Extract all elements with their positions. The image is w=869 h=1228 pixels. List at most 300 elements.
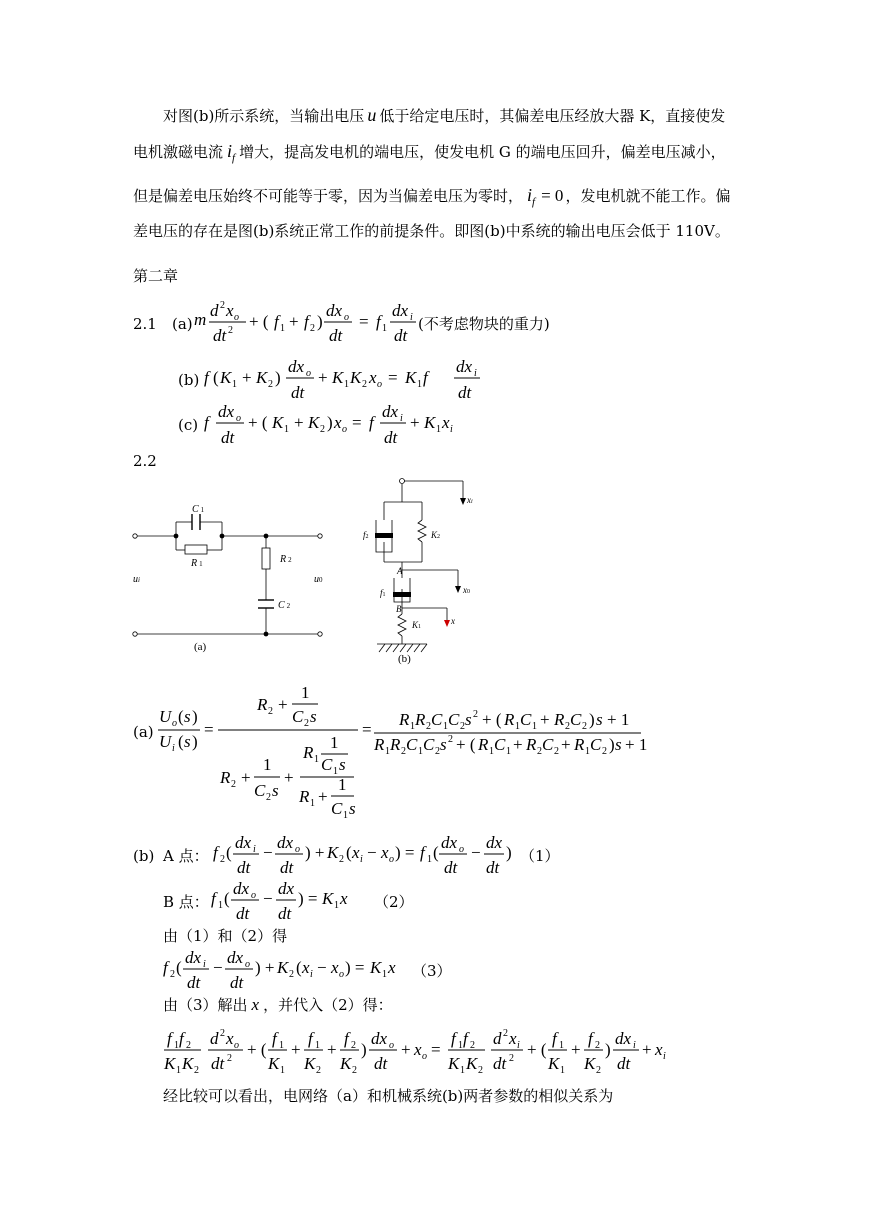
svg-text:f: f [213, 843, 218, 862]
svg-text:f: f [376, 312, 381, 331]
svg-text:C: C [431, 710, 443, 729]
svg-text:K: K [327, 843, 339, 862]
subscript: 1 [418, 624, 422, 630]
svg-text:f: f [308, 1029, 313, 1048]
svg-text:C: C [520, 710, 532, 729]
text-fragment: 增大，提高发电机的端电压，使发电机 G 的端电压回升，偏差电压减小， [239, 143, 726, 161]
equals-zero: = 0 [541, 186, 564, 205]
subscript: 1 [382, 592, 386, 598]
svg-text:(: ( [433, 843, 439, 862]
svg-text:): ) [361, 1040, 367, 1059]
svg-text:s: s [596, 710, 603, 729]
svg-text:dt: dt [329, 326, 343, 345]
mechanical-diagram-b [355, 472, 495, 670]
svg-text:): ) [609, 735, 615, 754]
svg-text:ui [133, 574, 140, 585]
svg-text:f: f [451, 1029, 456, 1048]
svg-text:s: s [272, 781, 279, 800]
label-R: R [191, 558, 198, 569]
svg-text:+: + [291, 1040, 301, 1059]
svg-text:K: K [182, 1054, 194, 1073]
svg-text:dx: dx [392, 301, 409, 320]
svg-text:o: o [344, 312, 349, 323]
svg-text:2: 2 [435, 746, 440, 757]
svg-text:f: f [304, 312, 309, 331]
svg-text:x: x [352, 843, 360, 862]
svg-text:i: i [400, 413, 403, 424]
conclusion-text: 经比较可以看出，电网络（a）和机械系统(b)两者参数的相似关系为 [163, 1087, 614, 1105]
svg-text:K2 [430, 530, 440, 540]
svg-text:o: o [339, 969, 344, 980]
svg-text:C: C [423, 735, 435, 754]
svg-text:s: s [339, 755, 346, 774]
symbol-x: x [251, 995, 260, 1014]
svg-text:K: K [424, 413, 436, 432]
svg-text:x: x [226, 301, 234, 320]
svg-text:(: ( [224, 889, 230, 908]
svg-text:1: 1 [314, 754, 319, 765]
svg-text:1: 1 [338, 775, 347, 794]
svg-text:R: R [574, 735, 585, 754]
svg-text:C: C [321, 755, 333, 774]
svg-text:1: 1 [315, 1040, 320, 1051]
label-K: K [412, 620, 419, 630]
svg-text:) +: ) + [255, 958, 275, 977]
eq-a-label: (a) [172, 315, 193, 333]
svg-text:): ) [327, 413, 333, 432]
svg-text:x0 [462, 585, 470, 595]
svg-text:K: K [370, 958, 382, 977]
text-fragment: 由（3）解出 [163, 996, 248, 1014]
svg-text:1: 1 [344, 379, 349, 390]
svg-text:i: i [663, 1051, 666, 1062]
svg-text:dx: dx [233, 879, 250, 898]
svg-text:i: i [253, 844, 256, 855]
svg-text:2: 2 [266, 792, 271, 803]
svg-text:f: f [274, 312, 279, 331]
svg-text:dt: dt [236, 904, 250, 923]
svg-text:m: m [194, 310, 207, 329]
svg-text:(: ( [296, 958, 302, 977]
svg-text:x: x [369, 368, 377, 387]
svg-text:): ) [589, 710, 595, 729]
svg-text:): ) [192, 707, 198, 726]
svg-text:dt: dt [617, 1054, 631, 1073]
svg-text:2: 2 [470, 1040, 475, 1051]
svg-text:R: R [303, 743, 314, 762]
svg-text:x: x [331, 958, 339, 977]
svg-text:x: x [414, 1040, 422, 1059]
svg-text:o: o [389, 854, 394, 865]
svg-text:+: + [284, 768, 294, 787]
svg-text:R: R [504, 710, 515, 729]
svg-text:+: + [327, 1040, 337, 1059]
svg-text:R: R [554, 710, 565, 729]
subscript: 0 [319, 576, 323, 584]
svg-text:−: − [213, 958, 223, 977]
symbol-i: i [227, 141, 233, 161]
svg-text:K: K [256, 368, 268, 387]
svg-text:=: = [431, 1040, 441, 1059]
svg-text:x: x [509, 1029, 517, 1048]
svg-text:2: 2 [194, 1065, 199, 1076]
text-fragment: 低于给定电压时，其偏差电压经放大器 K，直接使发 [379, 107, 726, 125]
label-f: f [363, 530, 366, 540]
svg-text:s: s [310, 707, 317, 726]
svg-text:+: + [401, 1040, 411, 1059]
svg-text:K: K [277, 958, 289, 977]
text-solve [163, 995, 393, 1015]
svg-text:+ (: + ( [249, 312, 269, 331]
equation-final [163, 1024, 673, 1080]
svg-text:2: 2 [220, 1028, 225, 1039]
svg-text:dt: dt [486, 858, 500, 877]
equation-1 [213, 830, 513, 882]
svg-text:−: − [471, 843, 481, 862]
svg-text:2: 2 [595, 1040, 600, 1051]
text-from-1-and-2: 由（1）和（2）得 [163, 927, 288, 945]
svg-text:=: = [359, 312, 369, 331]
svg-text:x: x [226, 1029, 234, 1048]
point-b-label: B 点： [163, 893, 209, 911]
subscript: 2 [437, 534, 441, 540]
svg-text:o: o [245, 959, 250, 970]
svg-text:o: o [172, 718, 177, 729]
svg-text:f1 [380, 588, 386, 598]
svg-text:1: 1 [330, 733, 339, 752]
svg-text:x: x [302, 958, 310, 977]
svg-text:2: 2 [351, 1040, 356, 1051]
svg-text:dt: dt [211, 1054, 225, 1073]
svg-text:(: ( [346, 843, 352, 862]
label-x: x [463, 585, 467, 595]
svg-text:2: 2 [565, 721, 570, 732]
svg-text:2: 2 [460, 721, 465, 732]
subscript: 2 [286, 602, 291, 610]
svg-text:) =: ) = [345, 958, 365, 977]
subscript: 2 [365, 534, 369, 540]
equation-1-tag: （1） [520, 847, 560, 865]
svg-text:+: + [642, 1040, 652, 1059]
svg-text:f: f [272, 1029, 277, 1048]
svg-text:U: U [159, 732, 172, 751]
label-x: x [451, 616, 455, 626]
svg-text:2: 2 [602, 746, 607, 757]
svg-text:x: x [381, 843, 389, 862]
svg-text:1: 1 [333, 766, 338, 777]
svg-text:+: + [294, 413, 304, 432]
svg-text:f: f [423, 368, 428, 387]
svg-text:dt: dt [444, 858, 458, 877]
svg-text:R: R [399, 710, 410, 729]
svg-text:): ) [317, 312, 323, 331]
svg-text:x: x [655, 1040, 663, 1059]
text-fragment: ，并代入（2）得： [263, 996, 393, 1014]
svg-text:2: 2 [426, 721, 431, 732]
svg-text:i: i [410, 312, 413, 323]
text-fragment: 对图(b)所示系统，当输出电压 [163, 107, 365, 125]
figure-a-caption: (a) [194, 641, 207, 653]
subscript: 1 [200, 506, 205, 514]
svg-text:1: 1 [280, 323, 285, 334]
svg-text:o: o [236, 413, 241, 424]
svg-text:+: + [410, 413, 420, 432]
svg-text:dt: dt [230, 973, 244, 992]
svg-text:−: − [367, 843, 377, 862]
svg-text:+ (: + ( [248, 413, 268, 432]
subscript: 2 [288, 556, 292, 564]
svg-text:dx: dx [218, 402, 235, 421]
svg-text:o: o [459, 844, 464, 855]
svg-text:1: 1 [515, 721, 520, 732]
svg-text:dx: dx [456, 357, 473, 376]
svg-text:=: = [362, 720, 372, 739]
svg-text:f: f [369, 413, 374, 432]
svg-text:=: = [352, 413, 362, 432]
svg-text:dx: dx [235, 833, 252, 852]
svg-text:dx: dx [382, 402, 399, 421]
svg-text:o: o [377, 379, 382, 390]
svg-text:=: = [388, 368, 398, 387]
svg-text:i: i [360, 854, 363, 865]
svg-text:dt: dt [291, 383, 305, 402]
svg-text:s: s [184, 707, 191, 726]
paragraph-line-4: 差电压的存在是图(b)系统正常工作的前提条件。即图(b)中系统的输出电压会低于 110V。 [133, 222, 730, 240]
svg-text:dt: dt [237, 858, 251, 877]
svg-text:2: 2 [310, 323, 315, 334]
svg-text:C: C [292, 707, 304, 726]
svg-text:1: 1 [334, 900, 339, 911]
svg-text:x: x [388, 958, 396, 977]
svg-text:d: d [210, 1029, 219, 1048]
svg-text:1: 1 [218, 900, 223, 911]
label-B: B [396, 604, 402, 614]
svg-text:1: 1 [301, 683, 310, 702]
svg-text:2: 2 [352, 1065, 357, 1076]
svg-text:dt: dt [278, 904, 292, 923]
svg-text:U: U [159, 707, 172, 726]
svg-text:C: C [331, 799, 343, 818]
svg-text:1: 1 [427, 854, 432, 865]
svg-text:2: 2 [478, 1065, 483, 1076]
paragraph-line-2 [133, 141, 726, 168]
svg-text:x: x [340, 889, 348, 908]
equation-2-1-c [204, 398, 464, 454]
svg-text:+: + [278, 695, 288, 714]
svg-text:K: K [350, 368, 362, 387]
svg-text:2: 2 [320, 424, 325, 435]
equation-3 [163, 945, 403, 997]
chapter-title: 第二章 [133, 267, 179, 285]
svg-text:d: d [210, 301, 219, 320]
svg-text:2: 2 [289, 969, 294, 980]
equation-3-tag: （3） [412, 962, 452, 980]
svg-text:i: i [450, 424, 453, 435]
svg-text:2: 2 [220, 854, 225, 865]
paragraph-line-1 [163, 105, 725, 126]
svg-text:2: 2 [170, 969, 175, 980]
svg-text:dt: dt [493, 1054, 507, 1073]
svg-text:dx: dx [371, 1029, 388, 1048]
svg-text:i: i [474, 368, 477, 379]
svg-text:C: C [542, 735, 554, 754]
transfer-function-equation [156, 680, 656, 825]
svg-text:f: f [211, 889, 216, 908]
svg-text:o: o [251, 890, 256, 901]
svg-text:dx: dx [278, 879, 295, 898]
label-R: R [280, 554, 287, 565]
svg-text:1: 1 [417, 379, 422, 390]
eq-c-label: (c) [178, 416, 199, 434]
svg-text:C1 [192, 504, 205, 515]
svg-text:K: K [220, 368, 232, 387]
svg-text:C: C [590, 735, 602, 754]
section-number-2-1: 2.1 [133, 315, 157, 333]
svg-text:+: + [561, 735, 571, 754]
svg-text:1: 1 [418, 746, 423, 757]
svg-text:1: 1 [280, 1065, 285, 1076]
svg-text:1: 1 [460, 1065, 465, 1076]
svg-text:2: 2 [304, 718, 309, 729]
part-a-label: (a) [133, 723, 154, 741]
svg-text:+: + [540, 710, 550, 729]
svg-text:R: R [257, 695, 268, 714]
svg-text:dx: dx [441, 833, 458, 852]
svg-text:2: 2 [186, 1040, 191, 1051]
svg-text:): ) [506, 843, 512, 862]
svg-text:+: + [318, 368, 328, 387]
svg-text:2: 2 [554, 746, 559, 757]
svg-text:+: + [318, 787, 328, 806]
svg-text:1: 1 [532, 721, 537, 732]
point-a-label: A 点： [163, 847, 209, 865]
svg-text:−: − [263, 843, 273, 862]
svg-text:s: s [184, 732, 191, 751]
symbol-f: f [232, 152, 236, 164]
svg-text:1: 1 [176, 1065, 181, 1076]
svg-text:K: K [322, 889, 334, 908]
label-C: C [192, 504, 199, 515]
svg-text:dx: dx [486, 833, 503, 852]
label-u: u [133, 574, 138, 585]
svg-text:C: C [254, 781, 266, 800]
svg-text:2: 2 [231, 779, 236, 790]
svg-text:1: 1 [310, 798, 315, 809]
equation-2 [211, 876, 351, 928]
svg-text:+ (: + ( [527, 1040, 547, 1059]
svg-text:1: 1 [382, 969, 387, 980]
svg-text:i: i [633, 1040, 636, 1051]
svg-text:C: C [494, 735, 506, 754]
svg-text:K: K [340, 1054, 352, 1073]
svg-text:dx: dx [277, 833, 294, 852]
svg-text:R1 [190, 558, 203, 569]
svg-text:d: d [493, 1029, 502, 1048]
svg-text:dt: dt [221, 428, 235, 447]
svg-text:dt: dt [374, 1054, 388, 1073]
svg-text:K: K [308, 413, 320, 432]
svg-text:f: f [420, 843, 425, 862]
svg-text:) +: ) + [305, 843, 325, 862]
svg-text:+ (: + ( [456, 735, 476, 754]
svg-text:f: f [204, 413, 209, 432]
svg-text:dx: dx [227, 948, 244, 967]
svg-text:i: i [172, 743, 175, 754]
svg-text:2: 2 [448, 734, 453, 745]
svg-text:dx: dx [615, 1029, 632, 1048]
svg-text:C: C [448, 710, 460, 729]
svg-text:R: R [415, 710, 426, 729]
svg-text:u0 [314, 574, 323, 585]
svg-text:R2 [279, 554, 292, 565]
svg-text:+ 1: + 1 [625, 735, 648, 754]
svg-text:dt: dt [394, 326, 408, 345]
svg-text:x: x [442, 413, 450, 432]
subscript: i [471, 499, 473, 505]
svg-text:K: K [268, 1054, 280, 1073]
svg-text:R: R [390, 735, 401, 754]
svg-text:): ) [275, 368, 281, 387]
svg-text:1: 1 [343, 810, 348, 821]
svg-text:C: C [570, 710, 582, 729]
label-C: C [278, 600, 285, 611]
svg-text:C2 [278, 600, 291, 611]
svg-text:1: 1 [560, 1065, 565, 1076]
svg-text:1: 1 [436, 424, 441, 435]
svg-text:2: 2 [268, 379, 273, 390]
svg-text:2: 2 [596, 1065, 601, 1076]
label-K: K [431, 530, 438, 540]
svg-text:o: o [295, 844, 300, 855]
svg-text:1: 1 [489, 746, 494, 757]
svg-text:1: 1 [458, 1040, 463, 1051]
svg-text:R: R [299, 787, 310, 806]
label-f: f [380, 588, 383, 598]
svg-text:R: R [374, 735, 385, 754]
svg-text:dt: dt [458, 383, 472, 402]
svg-text:K: K [466, 1054, 478, 1073]
svg-text:(: ( [178, 707, 184, 726]
svg-text:2: 2 [473, 709, 478, 720]
svg-text:2: 2 [362, 379, 367, 390]
svg-text:): ) [192, 732, 198, 751]
svg-text:dt: dt [280, 858, 294, 877]
svg-text:+: + [242, 368, 252, 387]
part-b-label: (b) [133, 847, 155, 865]
svg-text:i: i [203, 959, 206, 970]
label-A: A [397, 566, 403, 576]
svg-text:K: K [548, 1054, 560, 1073]
svg-text:o: o [342, 424, 347, 435]
svg-text:2: 2 [509, 1053, 514, 1064]
svg-text:1: 1 [174, 1040, 179, 1051]
svg-text:K: K [332, 368, 344, 387]
svg-text:2: 2 [537, 746, 542, 757]
text-fragment: 但是偏差电压始终不可能等于零，因为当偏差电压为零时， [133, 187, 524, 205]
subscript: 0 [467, 589, 470, 595]
section-number-2-2: 2.2 [133, 452, 157, 470]
svg-text:R: R [526, 735, 537, 754]
svg-text:K: K [164, 1054, 176, 1073]
svg-text:(: ( [176, 958, 182, 977]
svg-text:dx: dx [288, 357, 305, 376]
text-fragment: ，发电机就不能工作。偏 [565, 187, 731, 205]
svg-text:x: x [334, 413, 342, 432]
svg-text:f: f [167, 1029, 172, 1048]
label-u: u [314, 574, 319, 585]
svg-text:xi [466, 495, 473, 505]
svg-text:dt: dt [187, 973, 201, 992]
